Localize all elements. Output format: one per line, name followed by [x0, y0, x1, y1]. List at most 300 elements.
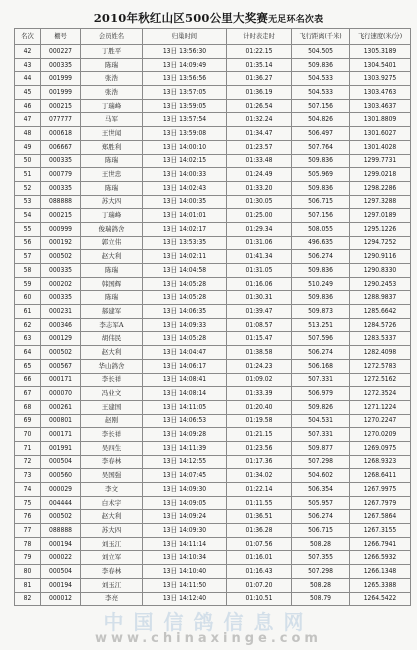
clock-time-cell: 01:22.14 — [227, 483, 292, 497]
loft-no-cell: 004444 — [41, 496, 81, 510]
clock-time-cell: 01:21.15 — [227, 428, 292, 442]
rank-cell: 80 — [15, 565, 41, 579]
header-loft-no: 棚号 — [41, 29, 81, 45]
loft-no-cell: 000194 — [41, 537, 81, 551]
speed-cell: 1303.9275 — [350, 72, 411, 86]
loft-no-cell: 077777 — [41, 113, 81, 127]
arrival-time-cell: 13日 14:09:49 — [143, 58, 227, 72]
rank-cell: 79 — [15, 551, 41, 565]
distance-cell: 507.355 — [292, 551, 350, 565]
distance-cell: 508.28 — [292, 537, 350, 551]
distance-cell: 508.28 — [292, 578, 350, 592]
distance-cell: 509.836 — [292, 154, 350, 168]
rank-cell: 44 — [15, 72, 41, 86]
clock-time-cell: 01:36.51 — [227, 510, 292, 524]
clock-time-cell: 01:36.27 — [227, 72, 292, 86]
rank-cell: 75 — [15, 496, 41, 510]
clock-time-cell: 01:22.15 — [227, 45, 292, 59]
arrival-time-cell: 13日 14:05:28 — [143, 291, 227, 305]
speed-cell: 1264.5422 — [350, 592, 411, 606]
speed-cell: 1272.5162 — [350, 373, 411, 387]
arrival-time-cell: 13日 14:02:15 — [143, 154, 227, 168]
clock-time-cell: 01:34.02 — [227, 469, 292, 483]
rank-cell: 53 — [15, 195, 41, 209]
arrival-time-cell: 13日 14:06:35 — [143, 305, 227, 319]
arrival-time-cell: 13日 14:08:41 — [143, 373, 227, 387]
table-row — [15, 86, 411, 100]
arrival-time-cell: 13日 14:11:05 — [143, 400, 227, 414]
distance-cell: 507.298 — [292, 565, 350, 579]
distance-cell: 509.836 — [292, 181, 350, 195]
table-row — [15, 140, 411, 154]
header-rank: 名次 — [15, 29, 41, 45]
loft-no-cell: 000202 — [41, 277, 81, 291]
arrival-time-cell: 13日 14:02:11 — [143, 250, 227, 264]
watermark-cn: 中国信鸽信息网 — [103, 610, 314, 634]
clock-time-cell: 01:23.57 — [227, 140, 292, 154]
loft-no-cell: 000560 — [41, 469, 81, 483]
loft-no-cell: 001999 — [41, 86, 81, 100]
loft-no-cell: 000504 — [41, 455, 81, 469]
loft-no-cell: 000502 — [41, 346, 81, 360]
speed-cell: 1265.3388 — [350, 578, 411, 592]
table-row — [15, 236, 411, 250]
table-row — [15, 250, 411, 264]
member-name-cell: 胡伟民 — [81, 332, 143, 346]
clock-time-cell: 01:16.01 — [227, 551, 292, 565]
rank-cell: 67 — [15, 387, 41, 401]
arrival-time-cell: 13日 14:10:34 — [143, 551, 227, 565]
table-row — [15, 428, 411, 442]
speed-cell: 1290.2453 — [350, 277, 411, 291]
clock-time-cell: 01:35.14 — [227, 58, 292, 72]
arrival-time-cell: 13日 13:59:05 — [143, 99, 227, 113]
loft-no-cell: 001999 — [41, 72, 81, 86]
speed-cell: 1294.7252 — [350, 236, 411, 250]
distance-cell: 507.764 — [292, 140, 350, 154]
clock-time-cell: 01:30.31 — [227, 291, 292, 305]
speed-cell: 1303.4637 — [350, 99, 411, 113]
arrival-time-cell: 13日 14:12:40 — [143, 592, 227, 606]
loft-no-cell: 000335 — [41, 58, 81, 72]
member-name-cell: 刘立军 — [81, 551, 143, 565]
distance-cell: 509.873 — [292, 305, 350, 319]
clock-time-cell: 01:08.57 — [227, 318, 292, 332]
member-name-cell: 王世忠 — [81, 168, 143, 182]
rank-cell: 60 — [15, 291, 41, 305]
clock-time-cell: 01:10.51 — [227, 592, 292, 606]
arrival-time-cell: 13日 13:57:05 — [143, 86, 227, 100]
table-row — [15, 318, 411, 332]
clock-time-cell: 01:36.28 — [227, 524, 292, 538]
member-name-cell: 李长祥 — [81, 373, 143, 387]
clock-time-cell: 01:16.43 — [227, 565, 292, 579]
rank-cell: 45 — [15, 86, 41, 100]
loft-no-cell: 000335 — [41, 264, 81, 278]
member-name-cell: 李文 — [81, 483, 143, 497]
table-row — [15, 305, 411, 319]
clock-time-cell: 01:17.36 — [227, 455, 292, 469]
member-name-cell: 华山鸽舍 — [81, 359, 143, 373]
speed-cell: 1298.2286 — [350, 181, 411, 195]
distance-cell: 506.274 — [292, 346, 350, 360]
loft-no-cell: 000346 — [41, 318, 81, 332]
clock-time-cell: 01:16.06 — [227, 277, 292, 291]
rank-cell: 82 — [15, 592, 41, 606]
table-row — [15, 332, 411, 346]
distance-cell: 507.331 — [292, 428, 350, 442]
rank-cell: 48 — [15, 127, 41, 141]
rank-cell: 50 — [15, 154, 41, 168]
speed-cell: 1269.0975 — [350, 441, 411, 455]
table-row — [15, 414, 411, 428]
results-table — [14, 28, 411, 606]
table-row — [15, 209, 411, 223]
member-name-cell: 冯业文 — [81, 387, 143, 401]
speed-cell: 1301.4028 — [350, 140, 411, 154]
loft-no-cell: 000231 — [41, 305, 81, 319]
speed-cell: 1303.4763 — [350, 86, 411, 100]
header-arrival-time: 归巢时间 — [143, 29, 227, 45]
speed-cell: 1297.3288 — [350, 195, 411, 209]
loft-no-cell: 000012 — [41, 592, 81, 606]
loft-no-cell: 000194 — [41, 578, 81, 592]
loft-no-cell: 000192 — [41, 236, 81, 250]
table-row — [15, 510, 411, 524]
speed-cell: 1270.0209 — [350, 428, 411, 442]
table-row — [15, 181, 411, 195]
clock-time-cell: 01:19.58 — [227, 414, 292, 428]
arrival-time-cell: 13日 14:11:39 — [143, 441, 227, 455]
table-row — [15, 537, 411, 551]
loft-no-cell: 000029 — [41, 483, 81, 497]
table-row — [15, 387, 411, 401]
rank-cell: 63 — [15, 332, 41, 346]
header-row — [15, 29, 411, 45]
clock-time-cell: 01:09.02 — [227, 373, 292, 387]
member-name-cell: 陈瑞 — [81, 264, 143, 278]
rank-cell: 81 — [15, 578, 41, 592]
table-row — [15, 195, 411, 209]
member-name-cell: 赵刚 — [81, 414, 143, 428]
arrival-time-cell: 13日 14:09:24 — [143, 510, 227, 524]
rank-cell: 56 — [15, 236, 41, 250]
loft-no-cell: 000502 — [41, 250, 81, 264]
distance-cell: 506.715 — [292, 524, 350, 538]
table-row — [15, 127, 411, 141]
header-clock-time: 计时表走时 — [227, 29, 292, 45]
rank-cell: 47 — [15, 113, 41, 127]
arrival-time-cell: 13日 14:06:17 — [143, 359, 227, 373]
loft-no-cell: 006667 — [41, 140, 81, 154]
clock-time-cell: 01:31.05 — [227, 264, 292, 278]
arrival-time-cell: 13日 13:59:08 — [143, 127, 227, 141]
speed-cell: 1266.5932 — [350, 551, 411, 565]
speed-cell: 1301.6027 — [350, 127, 411, 141]
rank-cell: 58 — [15, 264, 41, 278]
member-name-cell: 丁瑞峰 — [81, 99, 143, 113]
speed-cell: 1299.0218 — [350, 168, 411, 182]
clock-time-cell: 01:32.24 — [227, 113, 292, 127]
distance-cell: 506.274 — [292, 510, 350, 524]
loft-no-cell: 000261 — [41, 400, 81, 414]
member-name-cell: 刘玉江 — [81, 537, 143, 551]
clock-time-cell: 01:23.56 — [227, 441, 292, 455]
table-row — [15, 551, 411, 565]
distance-cell: 509.826 — [292, 400, 350, 414]
distance-cell: 509.877 — [292, 441, 350, 455]
speed-cell: 1267.9975 — [350, 483, 411, 497]
speed-cell: 1271.1224 — [350, 400, 411, 414]
table-row — [15, 45, 411, 59]
distance-cell: 509.836 — [292, 291, 350, 305]
distance-cell: 506.354 — [292, 483, 350, 497]
member-name-cell: 赵大利 — [81, 250, 143, 264]
rank-cell: 46 — [15, 99, 41, 113]
speed-cell: 1285.6642 — [350, 305, 411, 319]
header-speed: 飞行速度(米/分) — [350, 29, 411, 45]
title-sub: 无足环名次表 — [268, 15, 324, 25]
distance-cell: 508.055 — [292, 222, 350, 236]
arrival-time-cell: 13日 14:09:28 — [143, 428, 227, 442]
rank-cell: 72 — [15, 455, 41, 469]
distance-cell: 504.531 — [292, 414, 350, 428]
watermark-url: www.chinaxinge.com — [95, 631, 322, 646]
rank-cell: 77 — [15, 524, 41, 538]
clock-time-cell: 01:20.40 — [227, 400, 292, 414]
member-name-cell: 丁胜平 — [81, 45, 143, 59]
clock-time-cell: 01:33.39 — [227, 387, 292, 401]
arrival-time-cell: 13日 13:53:35 — [143, 236, 227, 250]
loft-no-cell: 000171 — [41, 373, 81, 387]
member-name-cell: 韩国辉 — [81, 277, 143, 291]
member-name-cell: 张浩 — [81, 86, 143, 100]
rank-cell: 78 — [15, 537, 41, 551]
member-name-cell: 苏大四 — [81, 524, 143, 538]
rank-cell: 52 — [15, 181, 41, 195]
arrival-time-cell: 13日 13:56:56 — [143, 72, 227, 86]
rank-cell: 62 — [15, 318, 41, 332]
member-name-cell: 吴国强 — [81, 469, 143, 483]
speed-cell: 1267.7979 — [350, 496, 411, 510]
member-name-cell: 李长祥 — [81, 428, 143, 442]
distance-cell: 504.602 — [292, 469, 350, 483]
loft-no-cell: 000129 — [41, 332, 81, 346]
loft-no-cell: 000171 — [41, 428, 81, 442]
rank-cell: 54 — [15, 209, 41, 223]
member-name-cell: 赵大利 — [81, 346, 143, 360]
arrival-time-cell: 13日 14:09:30 — [143, 483, 227, 497]
clock-time-cell: 01:31.06 — [227, 236, 292, 250]
arrival-time-cell: 13日 14:09:30 — [143, 524, 227, 538]
loft-no-cell: 088888 — [41, 195, 81, 209]
speed-cell: 1268.9323 — [350, 455, 411, 469]
member-name-cell: 马军 — [81, 113, 143, 127]
table-row — [15, 373, 411, 387]
clock-time-cell: 01:25.00 — [227, 209, 292, 223]
table-row — [15, 99, 411, 113]
clock-time-cell: 01:41.34 — [227, 250, 292, 264]
rank-cell: 57 — [15, 250, 41, 264]
clock-time-cell: 01:36.19 — [227, 86, 292, 100]
clock-time-cell: 01:11.55 — [227, 496, 292, 510]
distance-cell: 504.533 — [292, 86, 350, 100]
rank-cell: 65 — [15, 359, 41, 373]
member-name-cell: 丁瑞峰 — [81, 209, 143, 223]
arrival-time-cell: 13日 14:08:14 — [143, 387, 227, 401]
loft-no-cell: 000567 — [41, 359, 81, 373]
member-name-cell: 白术宇 — [81, 496, 143, 510]
speed-cell: 1295.1226 — [350, 222, 411, 236]
clock-time-cell: 01:33.20 — [227, 181, 292, 195]
distance-cell: 507.331 — [292, 373, 350, 387]
distance-cell: 507.298 — [292, 455, 350, 469]
member-name-cell: 郑胜利 — [81, 140, 143, 154]
loft-no-cell: 000022 — [41, 551, 81, 565]
rank-cell: 73 — [15, 469, 41, 483]
loft-no-cell: 000801 — [41, 414, 81, 428]
speed-cell: 1304.5401 — [350, 58, 411, 72]
member-name-cell: 王世闻 — [81, 127, 143, 141]
table-row — [15, 113, 411, 127]
member-name-cell: 李春林 — [81, 455, 143, 469]
loft-no-cell: 000502 — [41, 510, 81, 524]
speed-cell: 1288.9837 — [350, 291, 411, 305]
speed-cell: 1268.6411 — [350, 469, 411, 483]
distance-cell: 506.979 — [292, 387, 350, 401]
document-title — [0, 10, 417, 26]
member-name-cell: 吴四生 — [81, 441, 143, 455]
member-name-cell: 陈瑞 — [81, 58, 143, 72]
arrival-time-cell: 13日 14:02:43 — [143, 181, 227, 195]
table-row — [15, 359, 411, 373]
arrival-time-cell: 13日 14:00:33 — [143, 168, 227, 182]
rank-cell: 71 — [15, 441, 41, 455]
table-row — [15, 264, 411, 278]
speed-cell: 1290.8330 — [350, 264, 411, 278]
speed-cell: 1267.3155 — [350, 524, 411, 538]
distance-cell: 506.168 — [292, 359, 350, 373]
arrival-time-cell: 13日 14:09:33 — [143, 318, 227, 332]
member-name-cell: 王建国 — [81, 400, 143, 414]
rank-cell: 51 — [15, 168, 41, 182]
loft-no-cell: 000335 — [41, 291, 81, 305]
table-row — [15, 483, 411, 497]
member-name-cell: 李亮 — [81, 592, 143, 606]
clock-time-cell: 01:30.05 — [227, 195, 292, 209]
arrival-time-cell: 13日 14:12:55 — [143, 455, 227, 469]
table-row — [15, 168, 411, 182]
loft-no-cell: 000779 — [41, 168, 81, 182]
distance-cell: 505.969 — [292, 168, 350, 182]
speed-cell: 1283.5337 — [350, 332, 411, 346]
table-row — [15, 222, 411, 236]
distance-cell: 496.635 — [292, 236, 350, 250]
speed-cell: 1272.3524 — [350, 387, 411, 401]
distance-cell: 510.249 — [292, 277, 350, 291]
distance-cell: 507.596 — [292, 332, 350, 346]
loft-no-cell: 000215 — [41, 209, 81, 223]
arrival-time-cell: 13日 14:09:05 — [143, 496, 227, 510]
distance-cell: 508.79 — [292, 592, 350, 606]
member-name-cell: 刘玉江 — [81, 578, 143, 592]
table-row — [15, 469, 411, 483]
table-row — [15, 565, 411, 579]
header-member-name: 会员姓名 — [81, 29, 143, 45]
table-row — [15, 592, 411, 606]
table-row — [15, 578, 411, 592]
loft-no-cell: 000070 — [41, 387, 81, 401]
distance-cell: 504.505 — [292, 45, 350, 59]
rank-cell: 61 — [15, 305, 41, 319]
arrival-time-cell: 13日 13:56:30 — [143, 45, 227, 59]
arrival-time-cell: 13日 14:02:17 — [143, 222, 227, 236]
loft-no-cell: 001991 — [41, 441, 81, 455]
table-row — [15, 524, 411, 538]
distance-cell: 504.826 — [292, 113, 350, 127]
table-row — [15, 72, 411, 86]
rank-cell: 49 — [15, 140, 41, 154]
clock-time-cell: 01:07.20 — [227, 578, 292, 592]
arrival-time-cell: 13日 14:11:14 — [143, 537, 227, 551]
header-distance: 飞行距离(千米) — [292, 29, 350, 45]
distance-cell: 509.836 — [292, 264, 350, 278]
arrival-time-cell: 13日 14:00:35 — [143, 195, 227, 209]
loft-no-cell: 000999 — [41, 222, 81, 236]
speed-cell: 1299.7731 — [350, 154, 411, 168]
speed-cell: 1284.5726 — [350, 318, 411, 332]
arrival-time-cell: 13日 14:11:50 — [143, 578, 227, 592]
member-name-cell: 苏大四 — [81, 195, 143, 209]
speed-cell: 1297.0189 — [350, 209, 411, 223]
member-name-cell: 赵大利 — [81, 510, 143, 524]
clock-time-cell: 01:39.47 — [227, 305, 292, 319]
distance-cell: 513.251 — [292, 318, 350, 332]
rank-cell: 74 — [15, 483, 41, 497]
rank-cell: 55 — [15, 222, 41, 236]
distance-cell: 507.156 — [292, 209, 350, 223]
table-row — [15, 455, 411, 469]
rank-cell: 70 — [15, 428, 41, 442]
speed-cell: 1272.5783 — [350, 359, 411, 373]
arrival-time-cell: 13日 14:07:45 — [143, 469, 227, 483]
arrival-time-cell: 13日 14:10:40 — [143, 565, 227, 579]
arrival-time-cell: 13日 14:04:47 — [143, 346, 227, 360]
table-row — [15, 58, 411, 72]
member-name-cell: 陈瑞 — [81, 154, 143, 168]
member-name-cell: 李志军A — [81, 318, 143, 332]
distance-cell: 507.156 — [292, 99, 350, 113]
distance-cell: 506.715 — [292, 195, 350, 209]
speed-cell: 1266.7941 — [350, 537, 411, 551]
clock-time-cell: 01:34.47 — [227, 127, 292, 141]
distance-cell: 504.533 — [292, 72, 350, 86]
member-name-cell: 陈瑞 — [81, 181, 143, 195]
arrival-time-cell: 13日 14:00:10 — [143, 140, 227, 154]
loft-no-cell: 000335 — [41, 181, 81, 195]
arrival-time-cell: 13日 14:04:58 — [143, 264, 227, 278]
loft-no-cell: 000504 — [41, 565, 81, 579]
rank-cell: 59 — [15, 277, 41, 291]
table-row — [15, 400, 411, 414]
distance-cell: 509.836 — [292, 58, 350, 72]
table-row — [15, 496, 411, 510]
table-row — [15, 154, 411, 168]
member-name-cell: 郭立伟 — [81, 236, 143, 250]
arrival-time-cell: 13日 14:05:28 — [143, 332, 227, 346]
member-name-cell: 郝建军 — [81, 305, 143, 319]
member-name-cell: 俊瑞鸽舍 — [81, 222, 143, 236]
